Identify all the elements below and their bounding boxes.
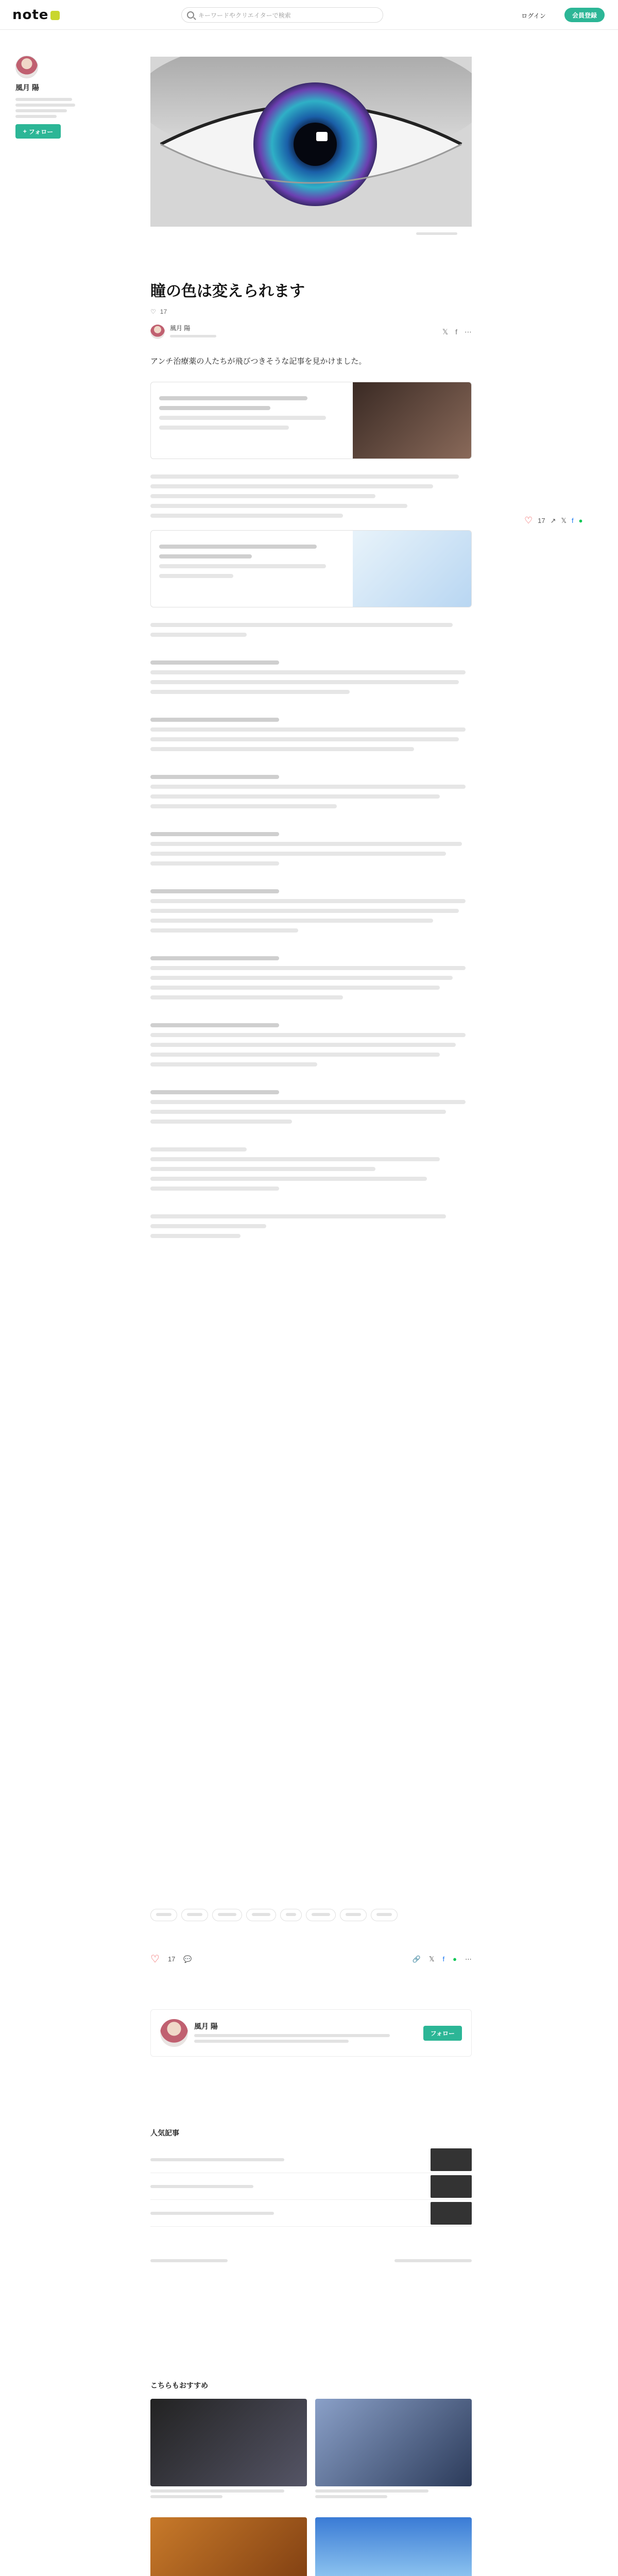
signup-button[interactable]: 会員登録 bbox=[564, 8, 605, 22]
search-icon bbox=[187, 11, 194, 19]
card[interactable] bbox=[315, 2399, 472, 2501]
prev-article[interactable] bbox=[150, 2257, 228, 2265]
tag[interactable] bbox=[246, 1909, 276, 1921]
popular-title: 人気記事 bbox=[150, 2129, 179, 2137]
list-item[interactable] bbox=[150, 2200, 472, 2227]
article bbox=[150, 278, 472, 1244]
user-plus-icon: + bbox=[23, 128, 27, 135]
author-box bbox=[150, 2009, 472, 2057]
heart-icon[interactable]: ♡ bbox=[524, 515, 533, 526]
more-icon[interactable]: ⋯ bbox=[465, 327, 472, 336]
recommended bbox=[150, 2380, 472, 2576]
sidebar-author bbox=[15, 56, 77, 139]
heart-icon[interactable]: ♡ bbox=[150, 1954, 160, 1965]
tag[interactable] bbox=[371, 1909, 398, 1921]
link-card[interactable] bbox=[150, 530, 472, 607]
line-icon[interactable]: ● bbox=[453, 1955, 457, 1963]
tag-list bbox=[150, 1909, 472, 1921]
avatar[interactable] bbox=[150, 325, 165, 339]
floating-actions bbox=[524, 515, 582, 526]
facebook-icon[interactable]: f bbox=[572, 517, 574, 524]
site-header bbox=[0, 0, 618, 30]
follow-button[interactable]: フォロー bbox=[423, 2026, 462, 2041]
search-input[interactable] bbox=[181, 7, 383, 23]
thumbnail bbox=[431, 2202, 472, 2225]
thumbnail bbox=[431, 2148, 472, 2171]
search-placeholder: キーワードやクリエイターで検索 bbox=[198, 11, 291, 19]
recommended-title: こちらもおすすめ bbox=[150, 2381, 209, 2389]
note-logo[interactable]: note bbox=[12, 7, 60, 23]
article-body bbox=[150, 474, 472, 518]
card-image bbox=[150, 2399, 307, 2486]
card[interactable] bbox=[150, 2399, 307, 2501]
link-card-image bbox=[353, 531, 471, 607]
x-icon[interactable]: 𝕏 bbox=[429, 1955, 435, 1963]
author-name[interactable]: 風月 陽 bbox=[15, 83, 39, 92]
hero-image bbox=[150, 57, 472, 227]
x-icon[interactable]: 𝕏 bbox=[561, 516, 566, 524]
login-button[interactable]: ログイン bbox=[521, 12, 546, 20]
comment-icon[interactable]: 💬 bbox=[183, 1955, 192, 1963]
tag[interactable] bbox=[181, 1909, 208, 1921]
card-image bbox=[150, 2517, 307, 2576]
card-image bbox=[315, 2517, 472, 2576]
tag[interactable] bbox=[212, 1909, 242, 1921]
article-body bbox=[150, 623, 472, 1238]
tag[interactable] bbox=[340, 1909, 367, 1921]
link-card-image bbox=[353, 382, 471, 459]
avatar[interactable] bbox=[15, 56, 38, 78]
line-icon[interactable]: ● bbox=[578, 517, 583, 524]
facebook-icon[interactable]: f bbox=[442, 1955, 445, 1963]
avatar[interactable] bbox=[160, 2019, 188, 2047]
article-title: 瞳の色は変えられます bbox=[150, 283, 305, 300]
article-paragraph: アンチ治療薬の人たちが飛びつきそうな記事を見かけました。 bbox=[150, 357, 367, 366]
article-author-row bbox=[150, 324, 472, 340]
like-count: 17 bbox=[538, 517, 545, 524]
author-name[interactable]: 風月 陽 bbox=[194, 2022, 218, 2030]
popular-articles bbox=[150, 2128, 472, 2227]
card[interactable] bbox=[150, 2517, 307, 2576]
tag[interactable] bbox=[280, 1909, 302, 1921]
share-icons bbox=[442, 328, 472, 336]
author-bio bbox=[15, 98, 77, 118]
article-likes: ♡ 17 bbox=[150, 308, 167, 315]
link-card[interactable] bbox=[150, 382, 472, 459]
tag[interactable] bbox=[306, 1909, 336, 1921]
like-count: 17 bbox=[167, 1955, 176, 1963]
tag[interactable] bbox=[150, 1909, 177, 1921]
x-icon[interactable]: 𝕏 bbox=[442, 327, 449, 336]
follow-button[interactable]: + フォロー bbox=[15, 124, 61, 139]
list-item[interactable] bbox=[150, 2173, 472, 2200]
next-article[interactable] bbox=[394, 2257, 472, 2265]
heart-icon[interactable]: ♡ bbox=[150, 308, 156, 315]
photo-credit bbox=[416, 230, 457, 238]
thumbnail bbox=[431, 2175, 472, 2198]
card[interactable] bbox=[315, 2517, 472, 2576]
author-name[interactable]: 風月 陽 bbox=[170, 325, 191, 332]
article-actions bbox=[150, 1953, 472, 1965]
share-icon[interactable]: ↗ bbox=[550, 516, 556, 524]
link-icon[interactable]: 🔗 bbox=[412, 1955, 421, 1963]
list-item[interactable] bbox=[150, 2146, 472, 2173]
facebook-icon[interactable]: f bbox=[455, 327, 457, 336]
card-image bbox=[315, 2399, 472, 2486]
more-icon[interactable]: ⋯ bbox=[465, 1955, 472, 1963]
prev-next bbox=[150, 2257, 472, 2265]
